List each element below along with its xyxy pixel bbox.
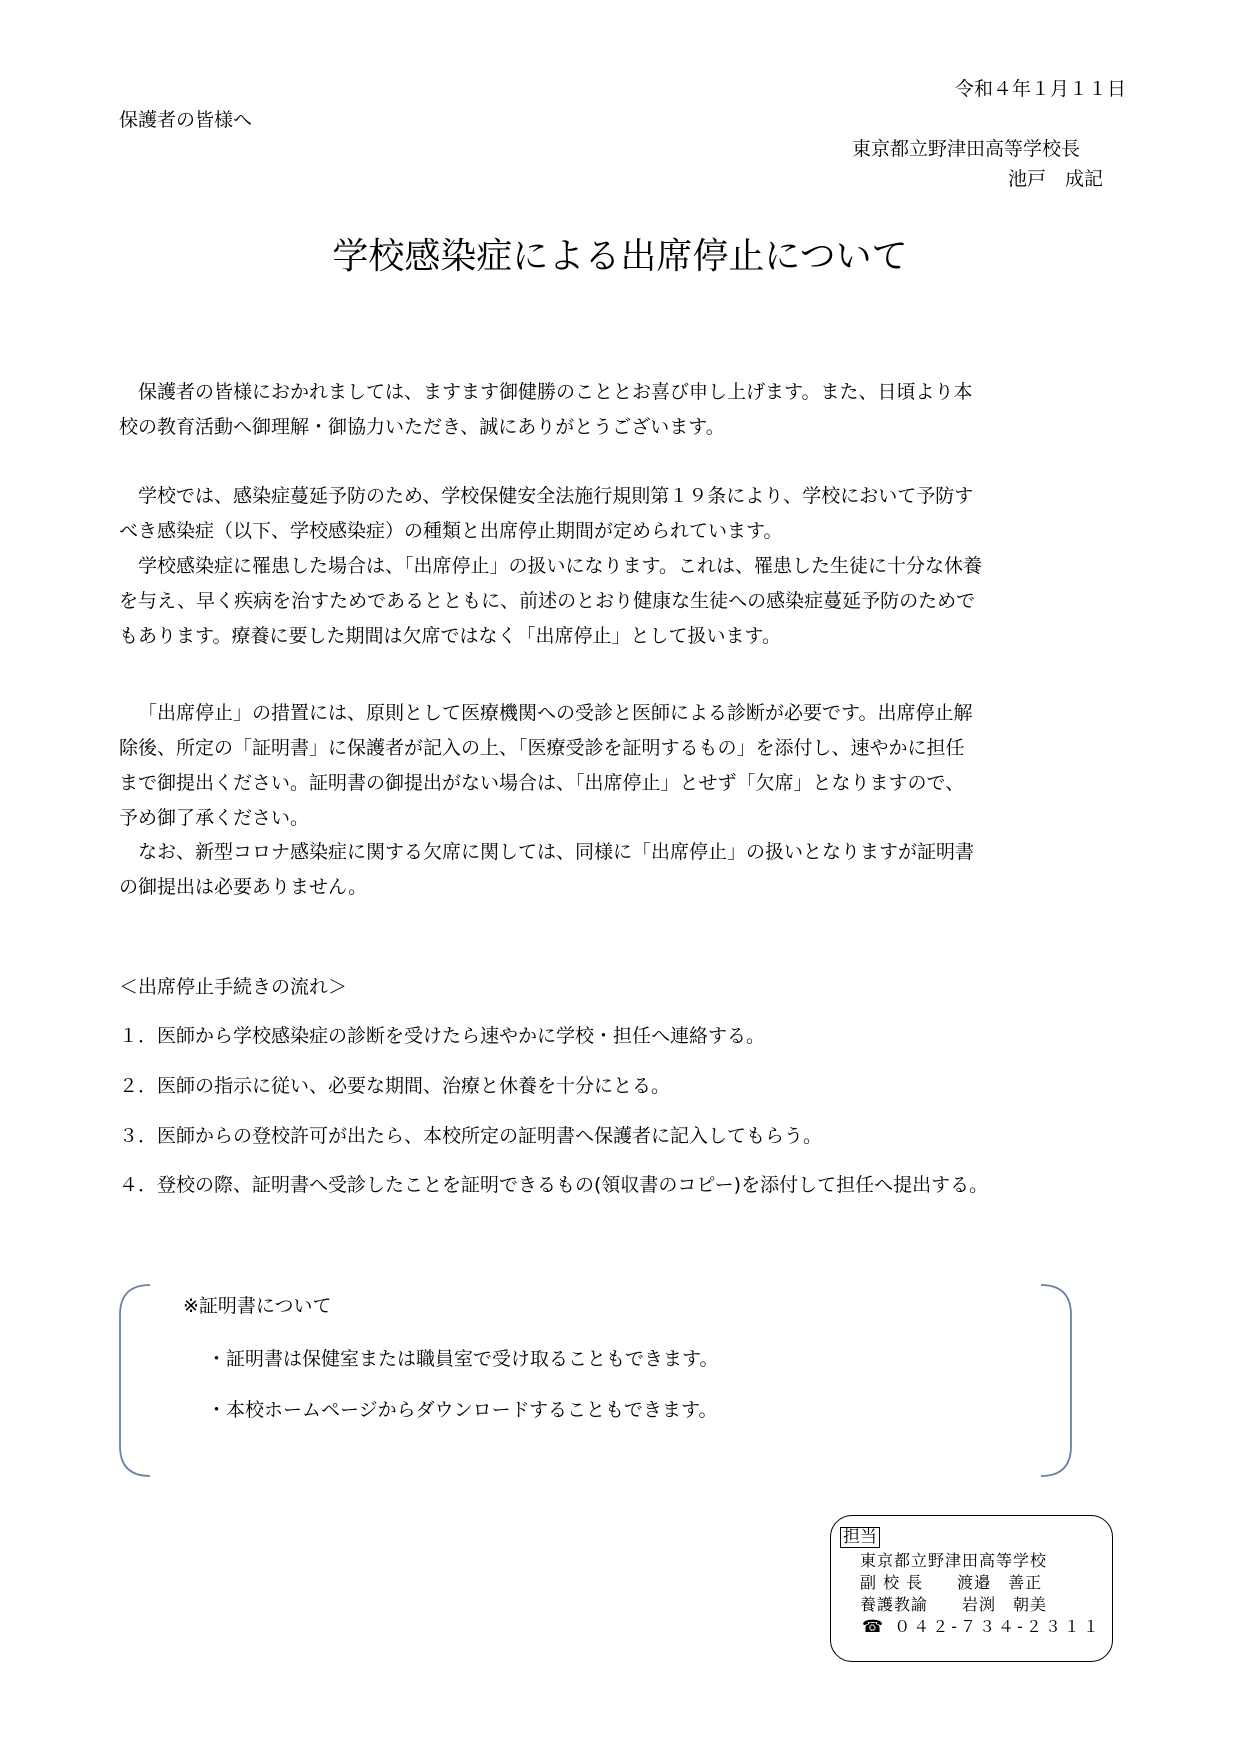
flow-step: ２．医師の指示に従い、必要な期間、治療と休養を十分にとる。 (119, 1075, 671, 1097)
note-item: ・本校ホームページからダウンロードすることもできます。 (207, 1399, 718, 1421)
paragraph-line: 学校では、感染症蔓延予防のため、学校保健安全法施行規則第１９条により、学校において予防す (138, 485, 974, 507)
paragraph-line: まで御提出ください。証明書の御提出がない場合は、「出席停止」とせず「欠席」となりますので、 (119, 772, 965, 794)
flow-step: ４．登校の際、証明書へ受診したことを証明できるもの(領収書のコピー)を添付して担任へ提出する。 (119, 1174, 989, 1196)
paragraph-line: 保護者の皆様におかれましては、ますます御健勝のこととお喜び申し上げます。また、日頃より本 (138, 381, 973, 403)
addressee: 保護者の皆様へ (119, 109, 253, 131)
contact-phone-number: ０４２-７３４-２３１１ (894, 1617, 1102, 1636)
flow-step: １．医師から学校感染症の診断を受けたら速やかに学校・担任へ連絡する。 (119, 1025, 766, 1047)
sender-name: 池戸 成記 (1007, 168, 1103, 190)
paragraph-line: べき感染症（以下、学校感染症）の種類と出席停止期間が定められています。 (119, 520, 783, 542)
paragraph-line: 校の教育活動へ御理解・御協力いただき、誠にありがとうございます。 (119, 416, 725, 438)
paragraph-line: を与え、早く疾病を治すためであるとともに、前述のとおり健康な生徒への感染症蔓延予防のためで (119, 590, 976, 612)
contact-label: 担当 (840, 1527, 880, 1548)
contact-nurse: 養護教諭 岩渕 朝美 (860, 1595, 1048, 1614)
phone-icon: ☎ (862, 1617, 887, 1637)
note-item: ・証明書は保健室または職員室で受け取ることもできます。 (207, 1348, 719, 1370)
paragraph-line: 「出席停止」の措置には、原則として医療機関への受診と医師による診断が必要です。出席停止解 (138, 702, 973, 724)
paragraph-line: の御提出は必要ありません。 (119, 876, 368, 898)
paragraph-line: 学校感染症に罹患した場合は、「出席停止」の扱いになります。これは、罹患した生徒に十分な休養 (138, 555, 982, 577)
contact-vice-principal: 副 校 長 渡邉 善正 (860, 1573, 1043, 1592)
sender-school: 東京都立野津田高等学校長 (851, 138, 1080, 160)
document-title: 学校感染症による出席停止について (332, 236, 908, 277)
note-title: ※証明書について (183, 1295, 332, 1317)
paragraph-line: 除後、所定の「証明書」に保護者が記入の上、「医療受診を証明するもの」を添付し、速やかに担任 (119, 737, 965, 759)
paragraph-line: なお、新型コロナ感染症に関する欠席に関しては、同様に「出席停止」の扱いとなりますが証明書 (138, 841, 975, 863)
flow-heading: ＜出席停止手続きの流れ＞ (119, 976, 348, 998)
paragraph-line: 予め御了承ください。 (119, 807, 310, 829)
contact-phone-line (862, 1619, 1102, 1636)
flow-step: ３．医師からの登校許可が出たら、本校所定の証明書へ保護者に記入してもらう。 (119, 1125, 823, 1147)
document-date: 令和４年１月１１日 (954, 78, 1126, 100)
contact-school: 東京都立野津田高等学校 (860, 1551, 1048, 1570)
paragraph-line: もあります。療養に要した期間は欠席ではなく「出席停止」として扱います。 (119, 625, 781, 647)
